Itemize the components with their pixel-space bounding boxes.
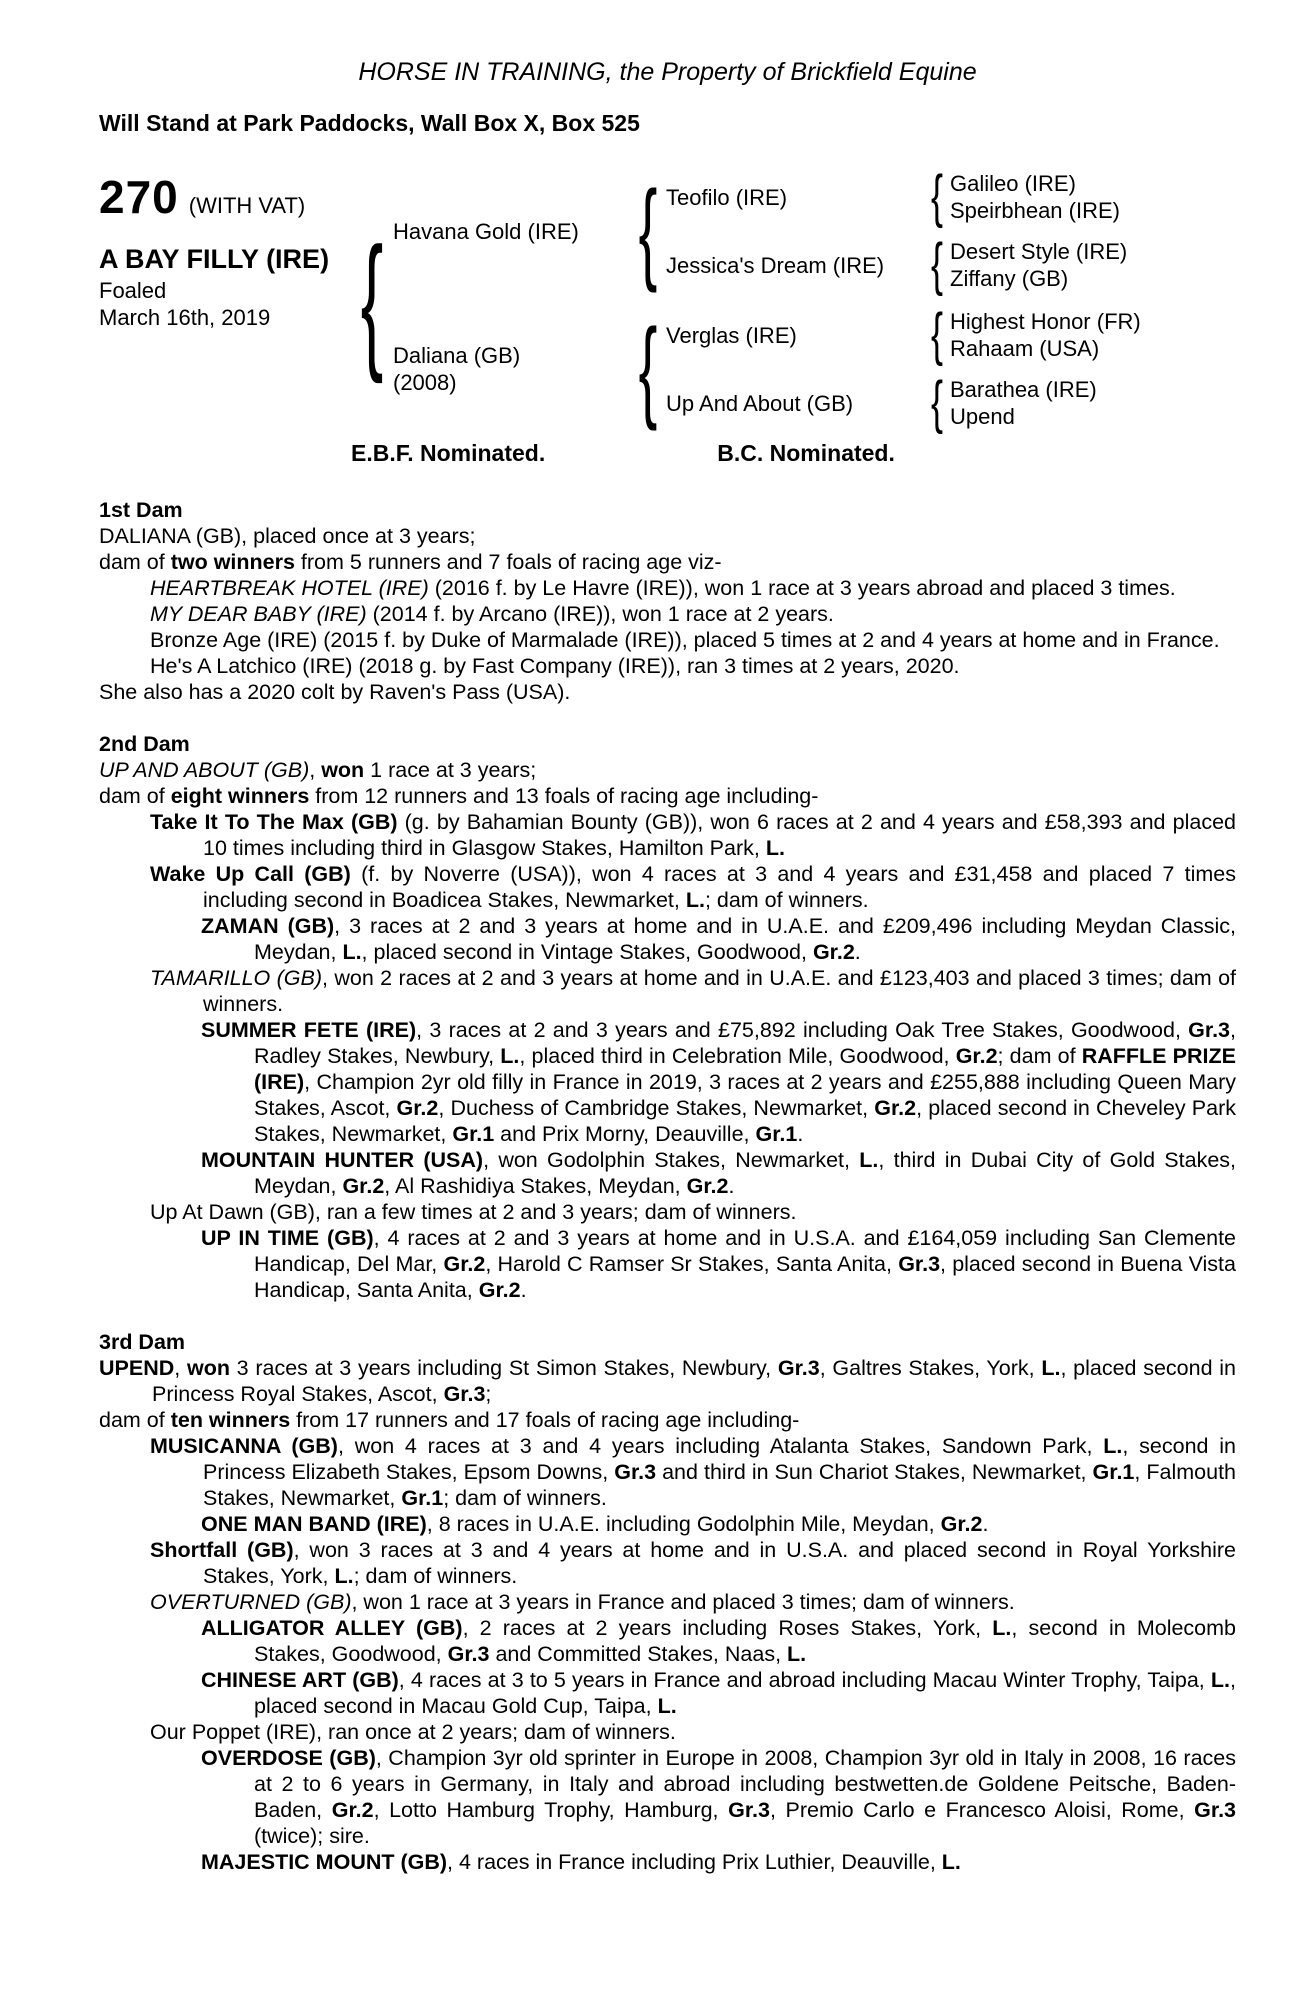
stand-location-line: Will Stand at Park Paddocks, Wall Box X, Box 525 — [99, 110, 640, 136]
text-segment: Wake Up Call (GB) — [150, 862, 351, 886]
catalogue-paragraph — [99, 1433, 1236, 1511]
text-segment: L. — [657, 1694, 677, 1718]
text-segment: Gr.2 — [955, 1044, 998, 1068]
text-segment: ; dam of winners. — [353, 1564, 518, 1588]
catalogue-paragraph — [99, 1615, 1236, 1667]
text-segment: , won 3 races at 3 and 4 years at home and in U.S.A. and placed second in Royal Yorkshire Stakes, York, — [203, 1538, 1236, 1588]
text-segment: ten winners — [170, 1408, 291, 1432]
text-segment: two winners — [170, 550, 295, 574]
text-segment: ; dam of winners. — [704, 888, 869, 912]
parents-column — [393, 164, 1141, 435]
text-segment: L. — [765, 836, 785, 860]
pedigree-brace: { — [930, 164, 944, 229]
text-segment: HEARTBREAK HOTEL (IRE) — [150, 576, 429, 600]
catalogue-paragraph — [99, 1667, 1236, 1719]
catalogue-paragraph — [99, 965, 1236, 1017]
text-segment: , Premio Carlo e Francesco Aloisi, Rome, — [769, 1798, 1195, 1822]
text-segment: , placed second in Princess Royal Stakes, Ascot, — [152, 1356, 1237, 1406]
text-segment: Gr.2 — [940, 1512, 983, 1536]
text-segment: , Radley Stakes, Newbury, — [254, 1018, 1236, 1068]
text-segment: TAMARILLO (GB) — [150, 966, 323, 990]
great-grandparent-name: Desert Style (IRE) — [950, 239, 1128, 264]
text-segment: MAJESTIC MOUNT (GB) — [201, 1850, 448, 1874]
grandsire-name: Teofilo (IRE) — [666, 184, 788, 210]
catalogue-paragraph — [99, 1147, 1236, 1199]
text-segment: Our Poppet (IRE), ran once at 2 years; dam of winners. — [150, 1720, 676, 1744]
text-segment: OVERTURNED (GB) — [150, 1590, 352, 1614]
text-segment: , — [309, 758, 322, 782]
catalogue-paragraph — [99, 757, 1236, 783]
text-segment: , 3 races at 2 and 3 years and £75,892 including Oak Tree Stakes, Goodwood, — [416, 1018, 1189, 1042]
catalogue-paragraph — [99, 653, 1236, 679]
text-segment: . — [728, 1174, 735, 1198]
text-segment: UP IN TIME (GB) — [201, 1226, 374, 1250]
catalogue-paragraph — [99, 1225, 1236, 1303]
catalogue-paragraph — [99, 601, 1236, 627]
text-segment: (2014 f. by Arcano (IRE)), won 1 race at 2 years. — [366, 602, 834, 626]
lot-line — [99, 170, 351, 224]
vat-note: (WITH VAT) — [188, 193, 306, 218]
text-segment: and Committed Stakes, Naas, — [489, 1642, 788, 1666]
bc-nominated-label: B.C. Nominated. — [717, 440, 895, 466]
text-segment: Bronze Age (IRE) (2015 f. by Duke of Marmalade (IRE)), placed 5 times at 2 and 4 years at home and in France. — [150, 628, 1220, 652]
sire-name: Havana Gold (IRE) — [393, 218, 579, 244]
text-segment: MUSICANNA (GB) — [150, 1434, 338, 1458]
pedigree-block — [99, 164, 1236, 435]
text-segment: , won 1 race at 3 years in France and placed 3 times; dam of winners. — [351, 1590, 1015, 1614]
text-segment: , Duchess of Cambridge Stakes, Newmarket, — [438, 1096, 875, 1120]
text-segment: eight winners — [170, 784, 310, 808]
text-segment: , Champion 3yr old sprinter in Europe in 2008, Champion 3yr old in Italy in 2008, 16 races at 2 to 6 years in Germany, in Italy and abroad including bestwetten.de Goldene Peitsche, Baden-Baden, — [254, 1746, 1236, 1822]
text-segment: . — [854, 940, 861, 964]
granddam-node — [666, 232, 1128, 297]
text-segment: , placed second in Cheveley Park Stakes, Newmarket, — [254, 1096, 1236, 1146]
dam-section — [99, 731, 1236, 1303]
catalogue-paragraph — [99, 1589, 1236, 1615]
text-segment: She also has a 2020 colt by Raven's Pass (USA). — [99, 680, 571, 704]
text-segment: , 3 races at 2 and 3 years at home and in U.A.E. and £209,496 including Meydan Classic, Meydan, — [254, 914, 1237, 964]
text-segment: , second in Molecomb Stakes, Goodwood, — [254, 1616, 1237, 1666]
lot-number: 270 — [99, 171, 179, 223]
dam-group — [393, 302, 1141, 435]
text-segment: , Al Rashidiya Stakes, Meydan, — [384, 1174, 687, 1198]
text-segment: ; dam of — [997, 1044, 1082, 1068]
catalogue-paragraph — [99, 1719, 1236, 1745]
pedigree-brace: { — [638, 306, 658, 431]
text-segment: L. — [342, 940, 362, 964]
text-segment: L. — [334, 1564, 354, 1588]
pedigree-brace: { — [638, 168, 658, 293]
granddam-name: Up And About (GB) — [666, 390, 854, 416]
dam-section-heading: 3rd Dam — [99, 1330, 186, 1354]
text-segment: OVERDOSE (GB) — [201, 1746, 376, 1770]
grandsire-node — [666, 164, 1127, 229]
text-segment: , Harold C Ramser Sr Stakes, Santa Anita, — [485, 1252, 899, 1276]
text-segment: , 4 races at 3 to 5 years in France and abroad including Macau Winter Trophy, Taipa, — [398, 1668, 1211, 1692]
text-segment: , won 4 races at 3 and 4 years including Atalanta Stakes, Sandown Park, — [337, 1434, 1104, 1458]
text-segment: Shortfall (GB) — [150, 1538, 294, 1562]
horse-name: A BAY FILLY (IRE) — [99, 244, 330, 274]
text-segment: (g. by Bahamian Bounty (GB)), won 6 races at 2 and 4 years and £58,393 and placed 10 times including third in Glasgow Stakes, Hamilton Park, — [203, 810, 1236, 860]
text-segment: , won 2 races at 2 and 3 years at home and in U.A.E. and £123,403 and placed 3 times; dam of winners. — [203, 966, 1237, 1016]
text-segment: Gr.2 — [478, 1278, 521, 1302]
text-segment: L. — [1210, 1668, 1231, 1692]
text-segment: , 4 races at 2 and 3 years at home and in U.S.A. and £164,059 including San Clemente Handicap, Del Mar, — [254, 1226, 1236, 1276]
text-segment: MY DEAR BABY (IRE) — [150, 602, 367, 626]
text-segment: CHINESE ART (GB) — [201, 1668, 399, 1692]
dam-section-heading: 2nd Dam — [99, 732, 190, 756]
ebf-nominated-label: E.B.F. Nominated. — [351, 440, 546, 466]
text-segment: , placed second in Macau Gold Cup, Taipa, — [254, 1668, 1236, 1718]
text-segment: dam of — [99, 784, 171, 808]
catalogue-paragraph — [99, 627, 1236, 653]
text-segment: , 8 races in U.A.E. including Godolphin Mile, Meydan, — [426, 1512, 941, 1536]
great-grandparents-pair — [950, 376, 1097, 430]
catalogue-paragraph — [99, 1017, 1236, 1147]
dam-cell — [393, 342, 630, 396]
pedigree-brace: { — [930, 232, 944, 297]
catalogue-paragraph — [99, 1407, 1236, 1433]
catalogue-paragraph — [99, 549, 1236, 575]
text-segment: Gr.2 — [396, 1096, 439, 1120]
text-segment: won — [186, 1356, 230, 1380]
great-grandparents-pair — [950, 170, 1120, 224]
sire-parents-column — [666, 164, 1128, 297]
text-segment: Gr.2 — [331, 1798, 374, 1822]
text-segment: and Prix Morny, Deauville, — [494, 1122, 756, 1146]
text-segment: , placed second in Vintage Stakes, Goodwood, — [361, 940, 813, 964]
text-segment: (2016 f. by Le Havre (IRE)), won 1 race at 3 years abroad and placed 3 times. — [428, 576, 1176, 600]
pedigree-brace: { — [360, 216, 384, 384]
catalogue-paragraph — [99, 1849, 1236, 1875]
text-segment: ALLIGATOR ALLEY (GB) — [201, 1616, 463, 1640]
dam-year: (2008) — [393, 370, 457, 395]
text-segment: DALIANA (GB), placed once at 3 years; — [99, 524, 476, 548]
text-segment: , second in Princess Elizabeth Stakes, Epsom Downs, — [203, 1434, 1236, 1484]
text-segment: , placed third in Celebration Mile, Goodwood, — [519, 1044, 956, 1068]
catalogue-paragraph — [99, 575, 1236, 601]
text-segment: 1 race at 3 years; — [364, 758, 537, 782]
dam-section — [99, 497, 1236, 705]
great-grandparent-name: Rahaam (USA) — [950, 336, 1100, 361]
catalogue-paragraph — [99, 679, 1236, 705]
nominations-line — [99, 440, 1236, 467]
text-segment: UP AND ABOUT (GB) — [99, 758, 310, 782]
pedigree-brace: { — [930, 302, 944, 367]
text-segment: dam of — [99, 550, 171, 574]
text-segment: Gr.2 — [874, 1096, 917, 1120]
text-segment: , placed second in Buena Vista Handicap, Santa Anita, — [254, 1252, 1236, 1302]
text-segment: Gr.2 — [443, 1252, 486, 1276]
text-segment: L. — [992, 1616, 1012, 1640]
text-segment: , won Godolphin Stakes, Newmarket, — [483, 1148, 860, 1172]
great-grandparent-name: Highest Honor (FR) — [950, 309, 1141, 334]
text-segment: L. — [859, 1148, 879, 1172]
text-segment: , third in Dubai City of Gold Stakes, Meydan, — [254, 1148, 1237, 1198]
granddam-node — [666, 370, 1141, 435]
text-segment: from 5 runners and 7 foals of racing age viz- — [294, 550, 722, 574]
text-segment: , 2 races at 2 years including Roses Stakes, York, — [462, 1616, 993, 1640]
text-segment: , Champion 2yr old filly in France in 2019, 3 races at 2 years and £255,888 including Queen Mary Stakes, Ascot, — [254, 1070, 1236, 1120]
great-grandparent-name: Upend — [950, 404, 1015, 429]
text-segment: (f. by Noverre (USA)), won 4 races at 3 and 4 years and £31,458 and placed 7 times including second in Boadicea Stakes, Newmarket, — [203, 862, 1237, 912]
sire-group — [393, 164, 1141, 297]
text-segment: ; — [485, 1382, 492, 1406]
text-segment: Gr.1 — [401, 1486, 444, 1510]
catalogue-paragraph — [99, 809, 1236, 861]
lot-column — [99, 168, 351, 331]
pedigree-brace: { — [930, 370, 944, 435]
text-segment: Gr.2 — [686, 1174, 729, 1198]
grandsire-name: Verglas (IRE) — [666, 322, 797, 348]
catalogue-paragraph — [99, 1745, 1236, 1849]
catalogue-paragraph — [99, 1199, 1236, 1225]
great-grandparent-name: Ziffany (GB) — [950, 266, 1069, 291]
text-segment: and third in Sun Chariot Stakes, Newmarket, — [656, 1460, 1093, 1484]
pedigree-tree — [351, 164, 1236, 435]
text-segment: Gr.3 — [1194, 1798, 1237, 1822]
text-segment: , — [174, 1356, 187, 1380]
text-segment: Gr.1 — [452, 1122, 495, 1146]
text-segment: Up At Dawn (GB), ran a few times at 2 and 3 years; dam of winners. — [150, 1200, 797, 1224]
great-grandparents-pair — [950, 238, 1127, 292]
text-segment: 3 races at 3 years including St Simon Stakes, Newbury, — [229, 1356, 778, 1380]
catalogue-paragraph — [99, 783, 1236, 809]
text-segment: He's A Latchico (IRE) (2018 g. by Fast Company (IRE)), ran 3 times at 2 years, 2020. — [150, 654, 960, 678]
great-grandparent-name: Speirbhean (IRE) — [950, 198, 1120, 223]
text-segment: Gr.3 — [777, 1356, 820, 1380]
text-segment: L. — [1103, 1434, 1123, 1458]
grandsire-node — [666, 302, 1141, 367]
text-segment: ONE MAN BAND (IRE) — [201, 1512, 427, 1536]
text-segment: , Falmouth Stakes, Newmarket, — [203, 1460, 1236, 1510]
foaled-label: Foaled — [99, 278, 167, 303]
text-segment: RAFFLE PRIZE (IRE) — [254, 1044, 1236, 1094]
text-segment: L. — [787, 1642, 807, 1666]
text-segment: , 4 races in France including Prix Luthier, Deauville, — [447, 1850, 942, 1874]
text-segment: L. — [685, 888, 705, 912]
catalogue-paragraph — [99, 1511, 1236, 1537]
text-segment: won — [321, 758, 365, 782]
dam-parents-column — [666, 302, 1141, 435]
dam-sections — [99, 497, 1236, 1875]
dam-name: Daliana (GB) — [393, 343, 521, 368]
text-segment: Take It To The Max (GB) — [150, 810, 398, 834]
text-segment: (twice); sire. — [254, 1824, 370, 1848]
page-title: HORSE IN TRAINING, the Property of Brickfield Equine — [358, 58, 977, 86]
text-segment: Gr.3 — [898, 1252, 941, 1276]
text-segment: Gr.3 — [1188, 1018, 1231, 1042]
text-segment: ZAMAN (GB) — [201, 914, 335, 938]
text-segment: Gr.3 — [614, 1460, 657, 1484]
text-segment: ; dam of winners. — [443, 1486, 607, 1510]
text-segment: , Lotto Hamburg Trophy, Hamburg, — [373, 1798, 729, 1822]
text-segment: Gr.3 — [728, 1798, 770, 1822]
text-segment: . — [982, 1512, 989, 1536]
text-segment: Gr.1 — [755, 1122, 798, 1146]
text-segment: SUMMER FETE (IRE) — [201, 1018, 417, 1042]
text-segment: Gr.2 — [342, 1174, 385, 1198]
foaled-date: March 16th, 2019 — [99, 305, 271, 330]
catalogue-paragraph — [99, 523, 1236, 549]
catalogue-paragraph — [99, 1355, 1236, 1407]
dam-section — [99, 1329, 1236, 1875]
text-segment: Gr.2 — [812, 940, 855, 964]
great-grandparent-name: Galileo (IRE) — [950, 171, 1076, 196]
catalogue-paragraph — [99, 1537, 1236, 1589]
text-segment: Gr.3 — [447, 1642, 490, 1666]
text-segment: L. — [941, 1850, 961, 1874]
great-grandparent-name: Barathea (IRE) — [950, 377, 1097, 402]
great-grandparents-pair — [950, 308, 1141, 362]
text-segment: . — [520, 1278, 527, 1302]
catalogue-paragraph — [99, 913, 1236, 965]
text-segment: Gr.3 — [443, 1382, 486, 1406]
text-segment: dam of — [99, 1408, 171, 1432]
catalogue-paragraph — [99, 861, 1236, 913]
text-segment: UPEND — [99, 1356, 175, 1380]
text-segment: L. — [1041, 1356, 1061, 1380]
text-segment: L. — [500, 1044, 520, 1068]
text-segment: Gr.1 — [1092, 1460, 1135, 1484]
text-segment: . — [797, 1122, 804, 1146]
text-segment: , Galtres Stakes, York, — [819, 1356, 1042, 1380]
text-segment: MOUNTAIN HUNTER (USA) — [201, 1148, 484, 1172]
granddam-name: Jessica's Dream (IRE) — [666, 252, 885, 278]
text-segment: from 17 runners and 17 foals of racing age including- — [290, 1408, 800, 1432]
dam-section-heading: 1st Dam — [99, 498, 183, 522]
text-segment: from 12 runners and 13 foals of racing age including- — [309, 784, 819, 808]
